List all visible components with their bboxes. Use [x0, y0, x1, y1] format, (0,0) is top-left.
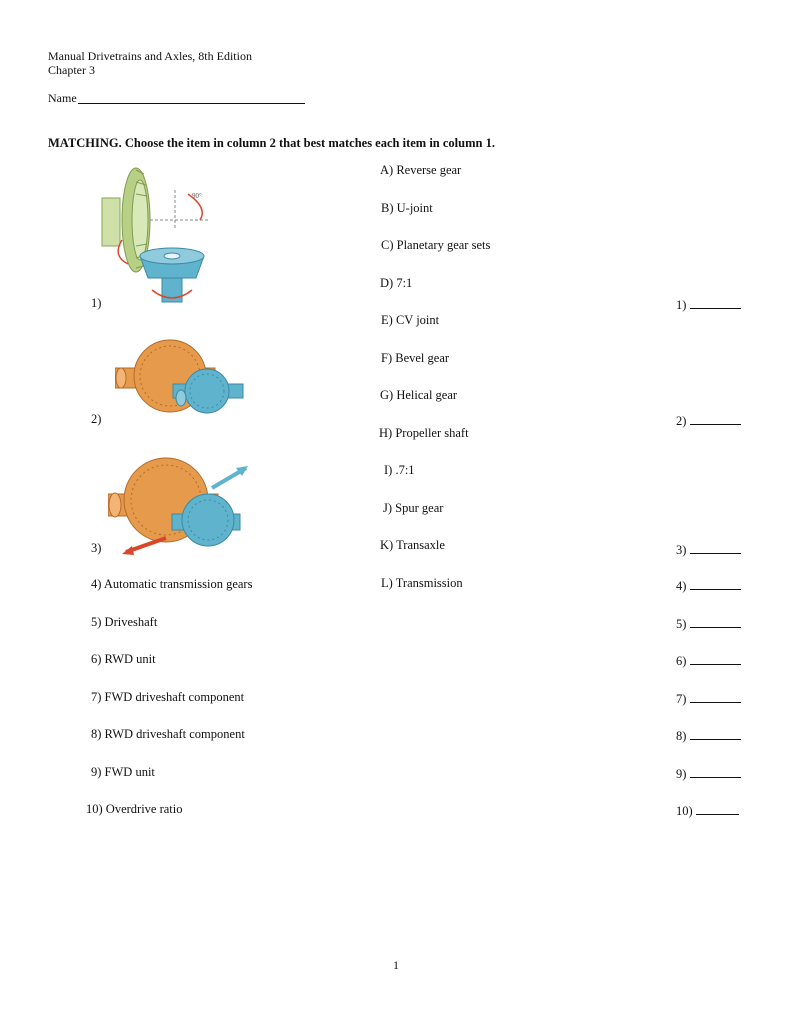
angle-label: 90° — [192, 192, 202, 200]
chapter-label: Chapter 3 — [48, 63, 95, 77]
column2-item: G) Helical gear — [380, 388, 458, 402]
column2-item: F) Bevel gear — [381, 351, 450, 365]
answer-row: 1) — [676, 296, 741, 313]
answer-row: 2) — [676, 412, 741, 429]
column2-item: D) 7:1 — [380, 276, 413, 290]
answer-row: 5) — [676, 615, 741, 632]
answer-blank[interactable] — [690, 652, 741, 665]
column1-item: 7) FWD driveshaft component — [91, 690, 245, 704]
column1-item: 4) Automatic transmission gears — [91, 577, 253, 591]
column1-item: 9) FWD unit — [91, 765, 155, 779]
column1-item: 1) — [91, 296, 102, 310]
column2-item: E) CV joint — [381, 313, 440, 327]
column1-item: 3) — [91, 541, 102, 555]
column1-item: 8) RWD driveshaft component — [91, 727, 245, 741]
answer-blank[interactable] — [690, 615, 741, 628]
answer-blank[interactable] — [690, 577, 741, 590]
column1-item: 2) — [91, 412, 102, 426]
answer-row: 10) — [676, 802, 739, 819]
answer-row: 8) — [676, 727, 741, 744]
answer-row: 4) — [676, 577, 741, 594]
answer-blank[interactable] — [690, 296, 741, 309]
answer-blank[interactable] — [690, 541, 741, 554]
page-number: 1 — [393, 958, 399, 972]
answer-blank[interactable] — [696, 802, 739, 815]
answer-row: 3) — [676, 541, 741, 558]
column2-item: J) Spur gear — [383, 501, 444, 515]
column1-item: 10) Overdrive ratio — [86, 802, 183, 816]
name-field[interactable] — [78, 92, 305, 104]
column1-item: 5) Driveshaft — [91, 615, 158, 629]
answer-row: 7) — [676, 690, 741, 707]
answer-row: 9) — [676, 765, 741, 782]
answer-blank[interactable] — [690, 412, 741, 425]
column2-item: H) Propeller shaft — [379, 426, 469, 440]
answer-blank[interactable] — [690, 765, 741, 778]
answer-blank[interactable] — [690, 690, 741, 703]
column2-item: I) .7:1 — [384, 463, 415, 477]
answer-blank[interactable] — [690, 727, 741, 740]
bevel-gear-diagram — [100, 160, 220, 310]
column2-item: L) Transmission — [381, 576, 463, 590]
spur-gear-diagram — [115, 336, 250, 421]
helical-gear-diagram — [108, 454, 253, 558]
name-label: Name — [48, 91, 77, 105]
column2-item: B) U-joint — [381, 201, 433, 215]
column2-item: A) Reverse gear — [380, 163, 462, 177]
instructions: MATCHING. Choose the item in column 2 that best matches each item in column 1. — [48, 136, 495, 150]
column1-item: 6) RWD unit — [91, 652, 156, 666]
course-title: Manual Drivetrains and Axles, 8th Edition — [48, 49, 252, 63]
column2-item: K) Transaxle — [380, 538, 445, 552]
column2-item: C) Planetary gear sets — [381, 238, 491, 252]
answer-row: 6) — [676, 652, 741, 669]
